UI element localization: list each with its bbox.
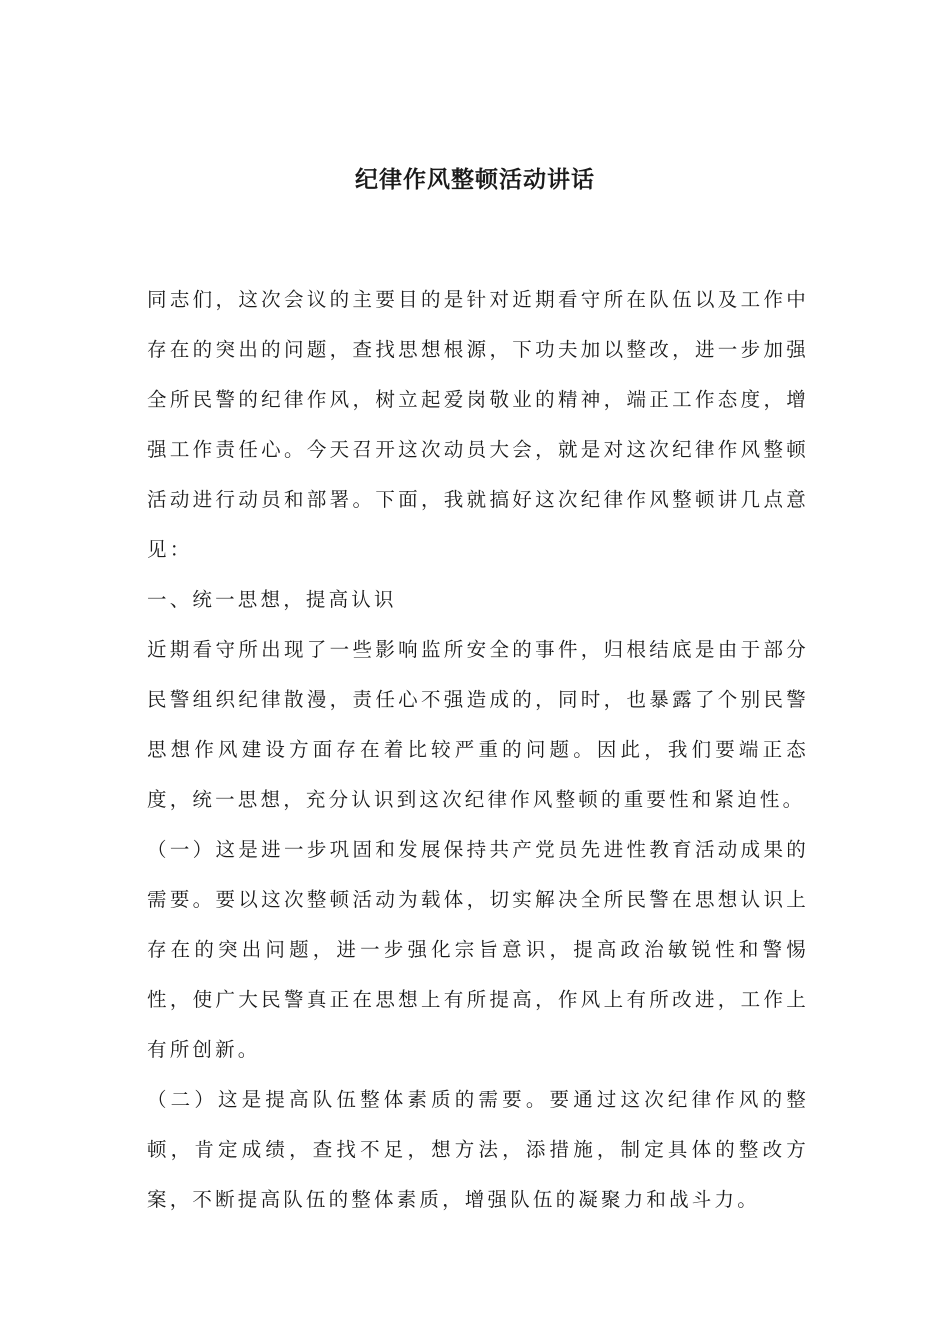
section-heading-1: 一、统一思想，提高认识 [147, 588, 397, 611]
document-body [147, 275, 809, 1225]
paragraph-point-2: （二）这是提高队伍整体素质的需要。要通过这次纪律作风的整顿，肯定成绩，查找不足，想方法，添措施，制定具体的整改方案，不断提高队伍的整体素质，增强队伍的凝聚力和战斗力。 [147, 1088, 809, 1211]
paragraph-section-1: 近期看守所出现了一些影响监所安全的事件，归根结底是由于部分民警组织纪律散漫，责任心不强造成的，同时，也暴露了个别民警思想作风建设方面存在着比较严重的问题。因此，我们要端正态度，统一思想，充分认识到这次纪律作风整顿的重要性和紧迫性。 [147, 638, 809, 811]
document-title: 纪律作风整顿活动讲话 [355, 166, 595, 193]
paragraph-intro: 同志们，这次会议的主要目的是针对近期看守所在队伍以及工作中存在的突出的问题，查找思想根源，下功夫加以整改，进一步加强全所民警的纪律作风，树立起爱岗敬业的精神，端正工作态度，增强工作责任心。今天召开这次动员大会，就是对这次纪律作风整顿活动进行动员和部署。下面，我就搞好这次纪律作风整顿讲几点意见： [147, 288, 809, 561]
paragraph-point-1: （一）这是进一步巩固和发展保持共产党员先进性教育活动成果的需要。要以这次整顿活动为载体，切实解决全所民警在思想认识上存在的突出问题，进一步强化宗旨意识，提高政治敏锐性和警惕性，使广大民警真正在思想上有所提高，作风上有所改进，工作上有所创新。 [147, 838, 809, 1061]
